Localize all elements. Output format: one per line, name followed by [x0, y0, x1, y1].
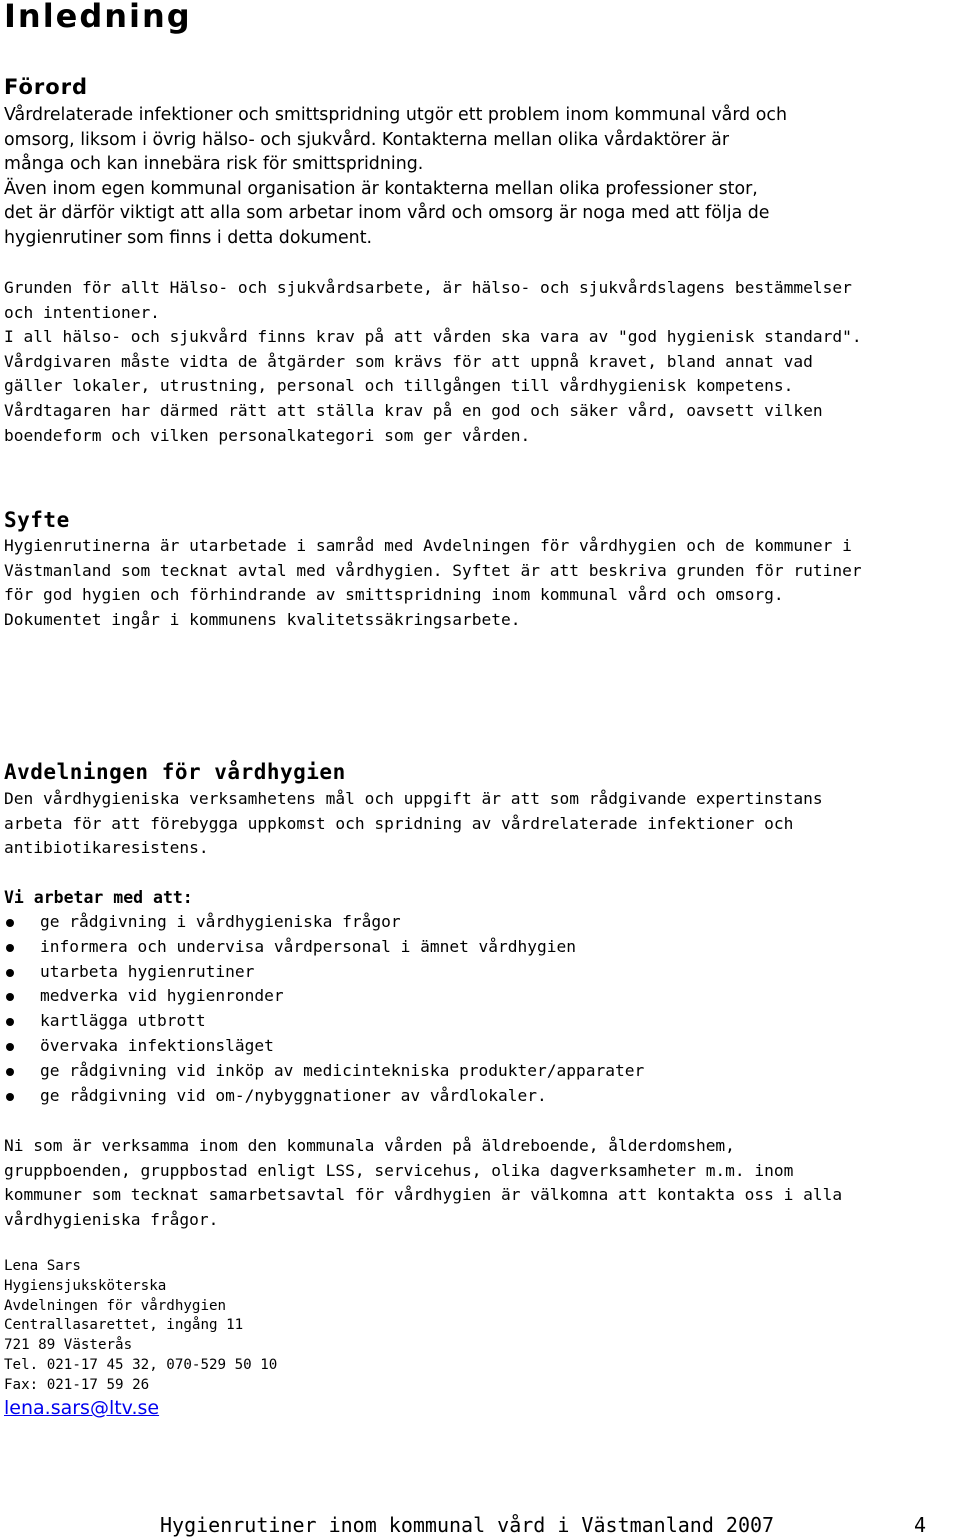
list-item: medverka vid hygienronder: [4, 984, 644, 1009]
text-line: Den vårdhygieniska verksamhetens mål och uppgift är att som rådgivande expertinstans: [4, 789, 823, 808]
section-heading-syfte: Syfte: [4, 508, 70, 532]
bullet-icon: [6, 993, 14, 1001]
text-line: Även inom egen kommunal organisation är kontakterna mellan olika professioner stor,: [4, 178, 758, 199]
subheading-vi-arbetar: Vi arbetar med att:: [4, 888, 193, 907]
text-line: Vårdrelaterade infektioner och smittspridning utgör ett problem inom kommunal vård och: [4, 105, 787, 125]
contact-department: Avdelningen för vårdhygien: [4, 1297, 227, 1314]
page-title: Inledning: [4, 0, 192, 35]
list-item: ge rådgivning i vårdhygieniska frågor: [4, 910, 644, 935]
list-item: informera och undervisa vårdpersonal i ämnet vårdhygien: [4, 935, 644, 960]
page-number: 4: [914, 1513, 927, 1537]
contact-name: Lena Sars: [4, 1258, 81, 1274]
contact-fax: Fax: 021-17 59 26: [4, 1376, 150, 1393]
paragraph-closing: [4, 1134, 842, 1232]
bullet-icon: [6, 1018, 14, 1026]
bullet-icon: [6, 1068, 14, 1076]
text-line: Dokumentet ingår i kommunens kvalitetssäkringsarbete.: [4, 609, 521, 629]
contact-block: [4, 1257, 277, 1396]
text-line: många och kan innebära risk för smittspridning.: [4, 154, 424, 175]
list-item: kartlägga utbrott: [4, 1009, 644, 1034]
text-line: I all hälso- och sjukvård finns krav på att vården ska vara av "god hygienisk standard".: [4, 327, 862, 347]
text-line: antibiotikaresistens.: [4, 838, 209, 858]
list-item: ge rådgivning vid om-/nybyggnationer av vårdlokaler.: [4, 1084, 644, 1109]
paragraph-forord: [4, 103, 787, 251]
section-heading-forord: Förord: [4, 75, 89, 99]
paragraph-grunden: [4, 276, 862, 448]
contact-phone: Tel. 021-17 45 32, 070-529 50 10: [4, 1356, 278, 1373]
text-line: gäller lokaler, utrustning, personal och tillgången till vårdhygienisk kompetens.: [4, 376, 794, 396]
contact-city: 721 89 Västerås: [4, 1337, 133, 1354]
text-line: och intentioner.: [4, 302, 160, 322]
text-line: gruppboenden, gruppbostad enligt LSS, servicehus, olika dagverksamheter m.m. inom: [4, 1160, 794, 1180]
task-list: [4, 910, 644, 1108]
text-line: Västmanland som tecknat avtal med vårdhygien. Syftet är att beskriva grunden för rutiner: [4, 560, 862, 580]
bullet-icon: [6, 1043, 14, 1051]
text-line: Hygienrutinerna är utarbetade i samråd med Avdelningen för vårdhygien och de kommuner i: [4, 536, 852, 555]
contact-title: Hygiensjuksköterska: [4, 1277, 167, 1294]
text-line: för god hygien och förhindrande av smittspridning inom kommunal vård och omsorg.: [4, 585, 784, 605]
bullet-icon: [6, 969, 14, 977]
contact-email-link[interactable]: lena.sars@ltv.se: [4, 1397, 160, 1419]
text-line: arbeta för att förebygga uppkomst och spridning av vårdrelaterade infektioner och: [4, 813, 794, 833]
text-line: Ni som är verksamma inom den kommunala vården på äldreboende, ålderdomshem,: [4, 1136, 735, 1155]
text-line: det är därför viktigt att alla som arbetar inom vård och omsorg är noga med att följa de: [4, 203, 770, 224]
section-heading-avdelningen: Avdelningen för vårdhygien: [4, 760, 346, 784]
paragraph-avdelningen: [4, 787, 823, 861]
paragraph-syfte: [4, 534, 862, 632]
list-item: övervaka infektionsläget: [4, 1034, 644, 1059]
contact-address: Centrallasarettet, ingång 11: [4, 1317, 244, 1334]
text-line: vårdhygieniska frågor.: [4, 1209, 219, 1229]
list-item: ge rådgivning vid inköp av medicintekniska produkter/apparater: [4, 1059, 644, 1084]
text-line: Vårdtagaren har därmed rätt att ställa krav på en god och säker vård, oavsett vilken: [4, 400, 823, 420]
text-line: kommuner som tecknat samarbetsavtal för vårdhygien är välkomna att kontakta oss i alla: [4, 1185, 843, 1205]
text-line: hygienrutiner som finns i detta dokument.: [4, 227, 373, 248]
bullet-icon: [6, 919, 14, 927]
text-line: Grunden för allt Hälso- och sjukvårdsarbete, är hälso- och sjukvårdslagens bestämmelser: [4, 278, 852, 297]
footer-text: Hygienrutiner inom kommunal vård i Västmanland 2007: [160, 1513, 775, 1537]
list-item: utarbeta hygienrutiner: [4, 960, 644, 985]
text-line: omsorg, liksom i övrig hälso- och sjukvård. Kontakterna mellan olika vårdaktörer är: [4, 129, 729, 150]
bullet-icon: [6, 1093, 14, 1101]
text-line: Vårdgivaren måste vidta de åtgärder som krävs för att uppnå kravet, bland annat vad: [4, 351, 813, 371]
bullet-icon: [6, 944, 14, 952]
text-line: boendeform och vilken personalkategori som ger vården.: [4, 425, 531, 445]
